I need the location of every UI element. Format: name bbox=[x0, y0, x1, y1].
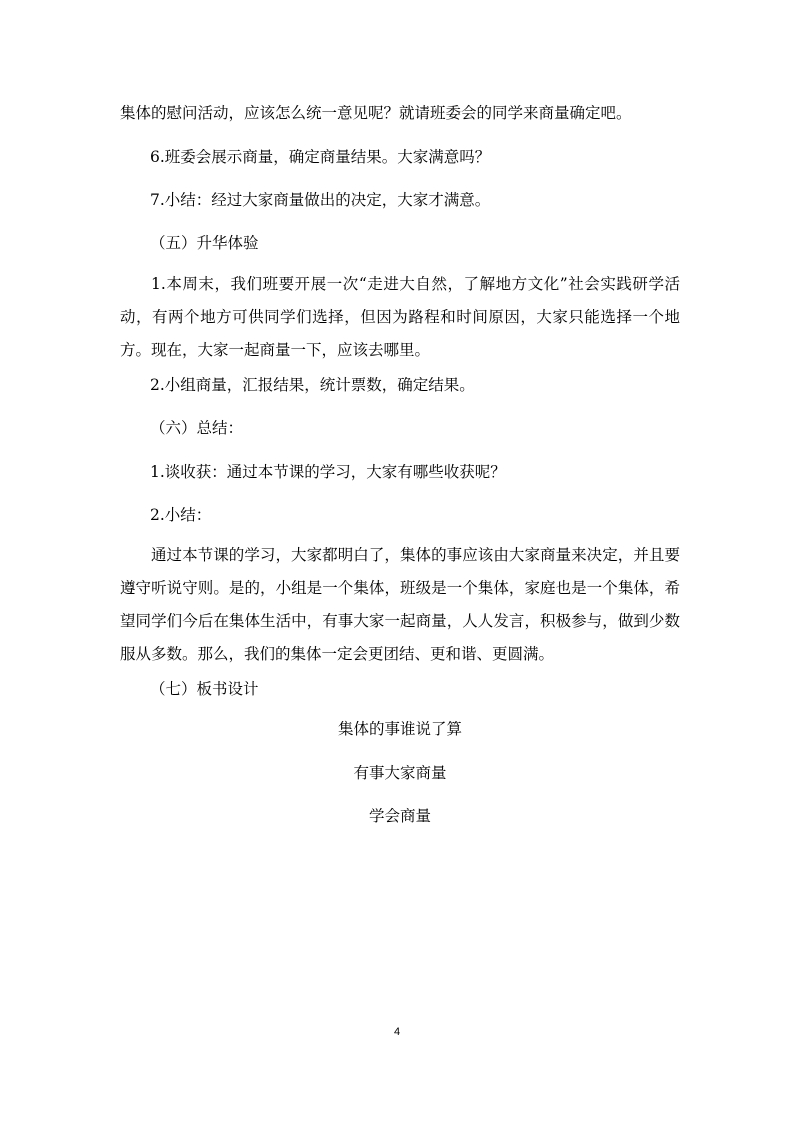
section-heading-6: （六）总结： bbox=[150, 419, 244, 437]
summary-paragraph: 通过本节课的学习，大家都明白了，集体的事应该由大家商量来决定，并且要遵守听说守则。是的，小组是一个集体，班级是一个集体，家庭也是一个集体，希望同学们今后在集体生活中，有事大家一起商量，人人发言，积极参与，做到少数服从多数。那么，我们的集体一定会更团结、更和谐、更圆满。 bbox=[120, 546, 680, 663]
board-design-line-2: 有事大家商量 bbox=[353, 764, 447, 782]
list-item-7: 7.小结：经过大家商量做出的决定，大家才满意。 bbox=[150, 191, 491, 209]
section-heading-7: （七）板书设计 bbox=[150, 680, 259, 698]
section-heading-5: （五）升华体验 bbox=[150, 234, 259, 252]
section5-item-1: 1.本周末，我们班要开展一次“走进大自然，了解地方文化”社会实践研学活动，有两个地方可供同学们选择，但因为路程和时间原因，大家只能选择一个地方。现在，大家一起商量一下，应该去哪里。 bbox=[120, 275, 680, 359]
board-design-line-1: 集体的事谁说了算 bbox=[337, 720, 462, 738]
section5-item-2: 2.小组商量，汇报结果，统计票数，确定结果。 bbox=[150, 376, 475, 394]
section6-item-2: 2.小结： bbox=[150, 506, 212, 524]
board-design-line-3: 学会商量 bbox=[368, 807, 431, 825]
paragraph-continuation: 集体的慰问活动，应该怎么统一意见呢？就请班委会的同学来商量确定吧。 bbox=[120, 104, 632, 122]
list-item-6: 6.班委会展示商量，确定商量结果。大家满意吗？ bbox=[150, 148, 491, 166]
section6-item-1: 1.谈收获：通过本节课的学习，大家有哪些收获呢？ bbox=[150, 463, 506, 481]
page-number: 4 bbox=[393, 1026, 401, 1038]
